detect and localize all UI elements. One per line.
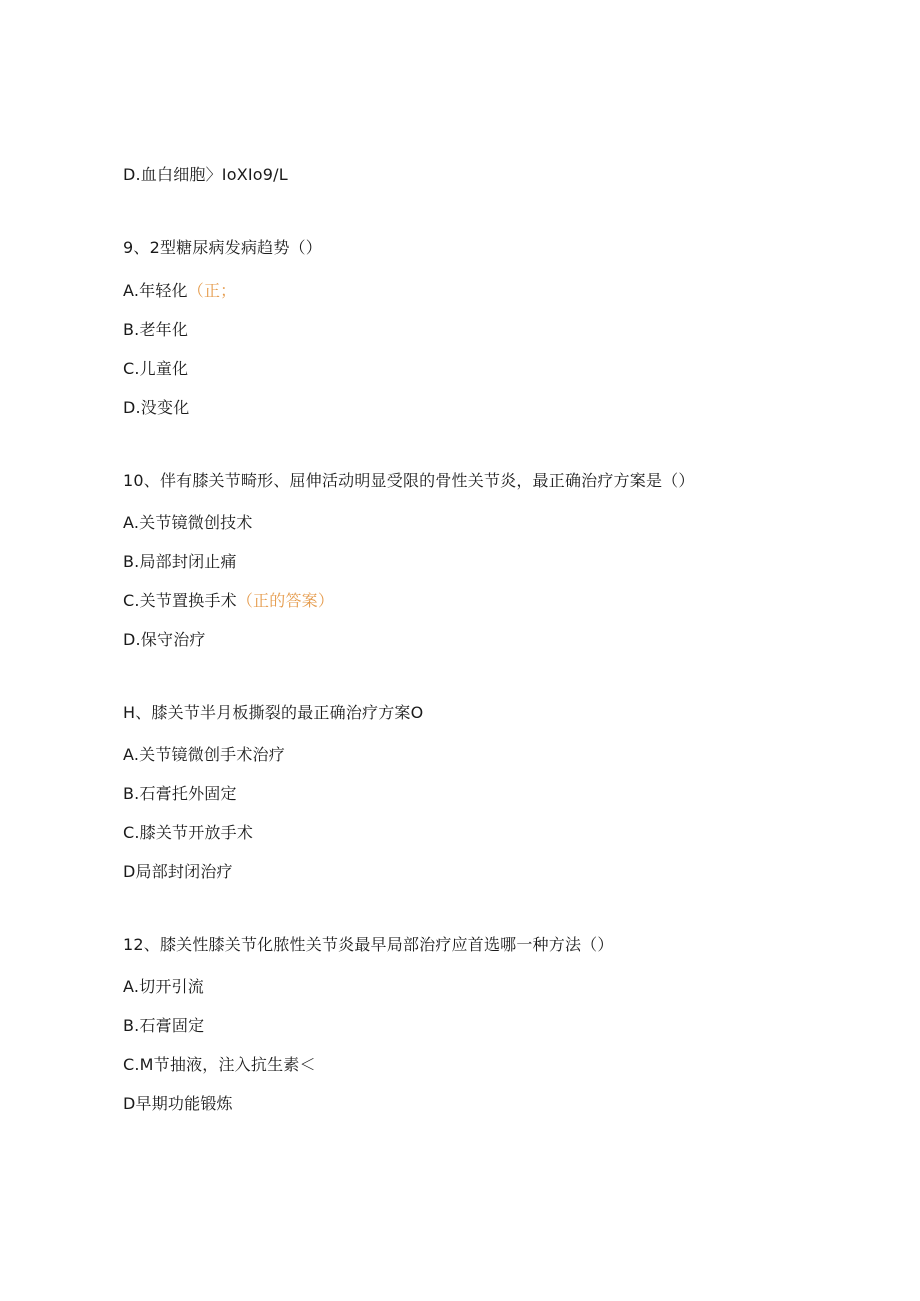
question-9-option-c: C.儿童化 [123,359,189,378]
question-9-option-a [123,281,236,301]
prev-question-option-d: D.血白细胞〉IoXIo9/L [123,165,288,184]
question-12-option-d: D早期功能锻炼 [123,1094,233,1113]
correct-answer-mark: （正的答案） [236,591,335,610]
question-11-option-a: A.关节镜微创手术治疗 [123,745,285,764]
question-12-stem: 12、膝关性膝关节化脓性关节炎最早局部治疗应首选哪一种方法（） [123,935,614,954]
question-12-option-c: C.M节抽液，注入抗生素＜ [123,1055,316,1074]
correct-answer-mark: （正； [187,281,237,300]
question-11-option-d: D局部封闭治疗 [123,862,233,881]
question-11-stem: H、膝关节半月板撕裂的最正确治疗方案O [123,703,424,722]
question-11-option-b: B.石膏托外固定 [123,784,237,803]
option-text: C.关节置换手术 [123,591,237,610]
question-11-option-c: C.膝关节开放手术 [123,823,254,842]
question-10-option-a: A.关节镜微创技术 [123,513,253,532]
question-10-option-b: B.局部封闭止痛 [123,552,237,571]
question-12-option-b: B.石膏固定 [123,1016,205,1035]
question-9-stem: 9、2型糖尿病发病趋势（） [123,238,322,257]
question-10-option-d: D.保守治疗 [123,630,206,649]
option-text: A.年轻化 [123,281,188,300]
question-10-option-c [123,591,334,611]
question-12-option-a: A.切开引流 [123,977,204,996]
question-9-option-b: B.老年化 [123,320,189,339]
question-9-option-d: D.没变化 [123,398,190,417]
question-10-stem: 10、伴有膝关节畸形、屈伸活动明显受限的骨性关节炎，最正确治疗方案是（） [123,471,695,490]
